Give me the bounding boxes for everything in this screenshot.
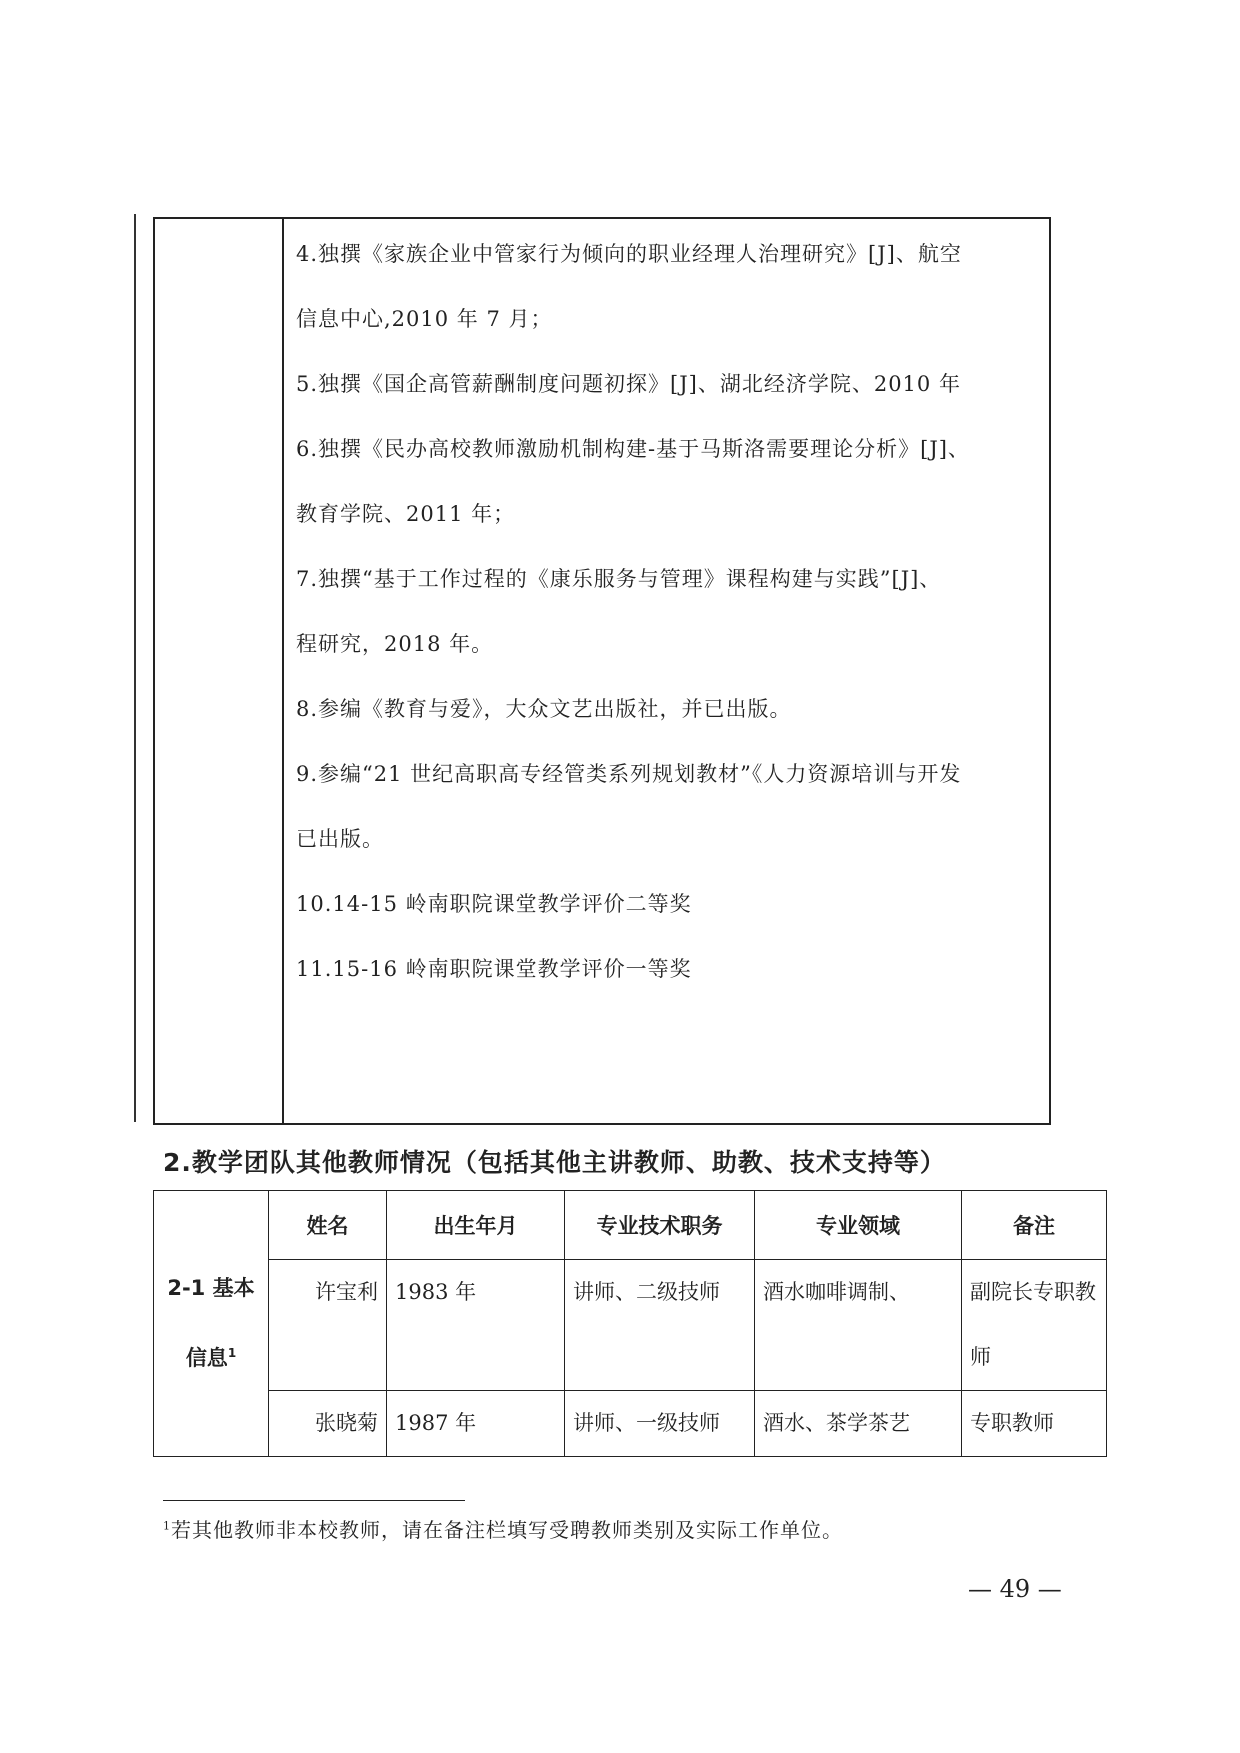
publication-line: 程研究，2018 年。 (296, 632, 494, 656)
publication-line: 教育学院、2011 年； (296, 502, 516, 526)
footnote-marker: 1 (227, 1346, 237, 1360)
table-header-row (154, 1191, 1107, 1260)
table-row (154, 1260, 1107, 1391)
cell-name: 许宝利 (269, 1260, 387, 1391)
cell-birth: 1983 年 (387, 1260, 565, 1391)
publication-line: 6.独撰《民办高校教师激励机制构建-基于马斯洛需要理论分析》[J]、 (296, 437, 970, 461)
cell-remarks: 副院长专职教师 (962, 1260, 1107, 1391)
section-heading: 2.教学团队其他教师情况（包括其他主讲教师、助教、技术支持等） (163, 1148, 946, 1177)
header-name: 姓名 (269, 1191, 387, 1260)
header-birth: 出生年月 (387, 1191, 565, 1260)
publication-line: 8.参编《教育与爱》，大众文艺出版社，并已出版。 (296, 697, 792, 721)
margin-bar (134, 214, 136, 1122)
cell-title: 讲师、二级技师 (565, 1260, 755, 1391)
category-label-line1: 2-1 基本 (167, 1276, 255, 1300)
publication-line: 4.独撰《家族企业中管家行为倾向的职业经理人治理研究》[J]、航空 (296, 242, 962, 266)
page-number: — 49 — (968, 1575, 1062, 1603)
cell-birth: 1987 年 (387, 1391, 565, 1457)
footnote-text: 若其他教师非本校教师，请在备注栏填写受聘教师类别及实际工作单位。 (171, 1518, 843, 1542)
footnote-rule (163, 1500, 465, 1501)
header-field: 专业领域 (755, 1191, 962, 1260)
cell-title: 讲师、一级技师 (565, 1391, 755, 1457)
header-title: 专业技术职务 (565, 1191, 755, 1260)
cell-field: 酒水、茶学茶艺 (755, 1391, 962, 1457)
cell-field: 酒水咖啡调制、 (755, 1260, 962, 1391)
category-cell (154, 1191, 269, 1457)
publications-table-frame (153, 217, 1051, 1125)
cell-name: 张晓菊 (269, 1391, 387, 1457)
teacher-info-table (153, 1190, 1107, 1457)
cell-remarks: 专职教师 (962, 1391, 1107, 1457)
publication-line: 11.15-16 岭南职院课堂教学评价一等奖 (296, 957, 692, 981)
table-row (154, 1391, 1107, 1457)
publication-list (296, 239, 1041, 1019)
publication-line: 9.参编“21 世纪高职高专经管类系列规划教材”《人力资源培训与开发 (296, 762, 962, 786)
publication-line: 5.独撰《国企高管薪酬制度问题初探》[J]、湖北经济学院、2010 年 (296, 372, 961, 396)
column-divider (282, 219, 284, 1123)
publication-line: 信息中心,2010 年 7 月； (296, 307, 553, 331)
category-label-line2: 信息$^1$ (185, 1346, 237, 1370)
footnote-marker: 1 (163, 1519, 171, 1533)
publication-line: 7.独撰“基于工作过程的《康乐服务与管理》课程构建与实践”[J]、 (296, 567, 942, 591)
header-remarks: 备注 (962, 1191, 1107, 1260)
footnote (163, 1514, 843, 1543)
publication-line: 已出版。 (296, 827, 384, 851)
publication-line: 10.14-15 岭南职院课堂教学评价二等奖 (296, 892, 692, 916)
